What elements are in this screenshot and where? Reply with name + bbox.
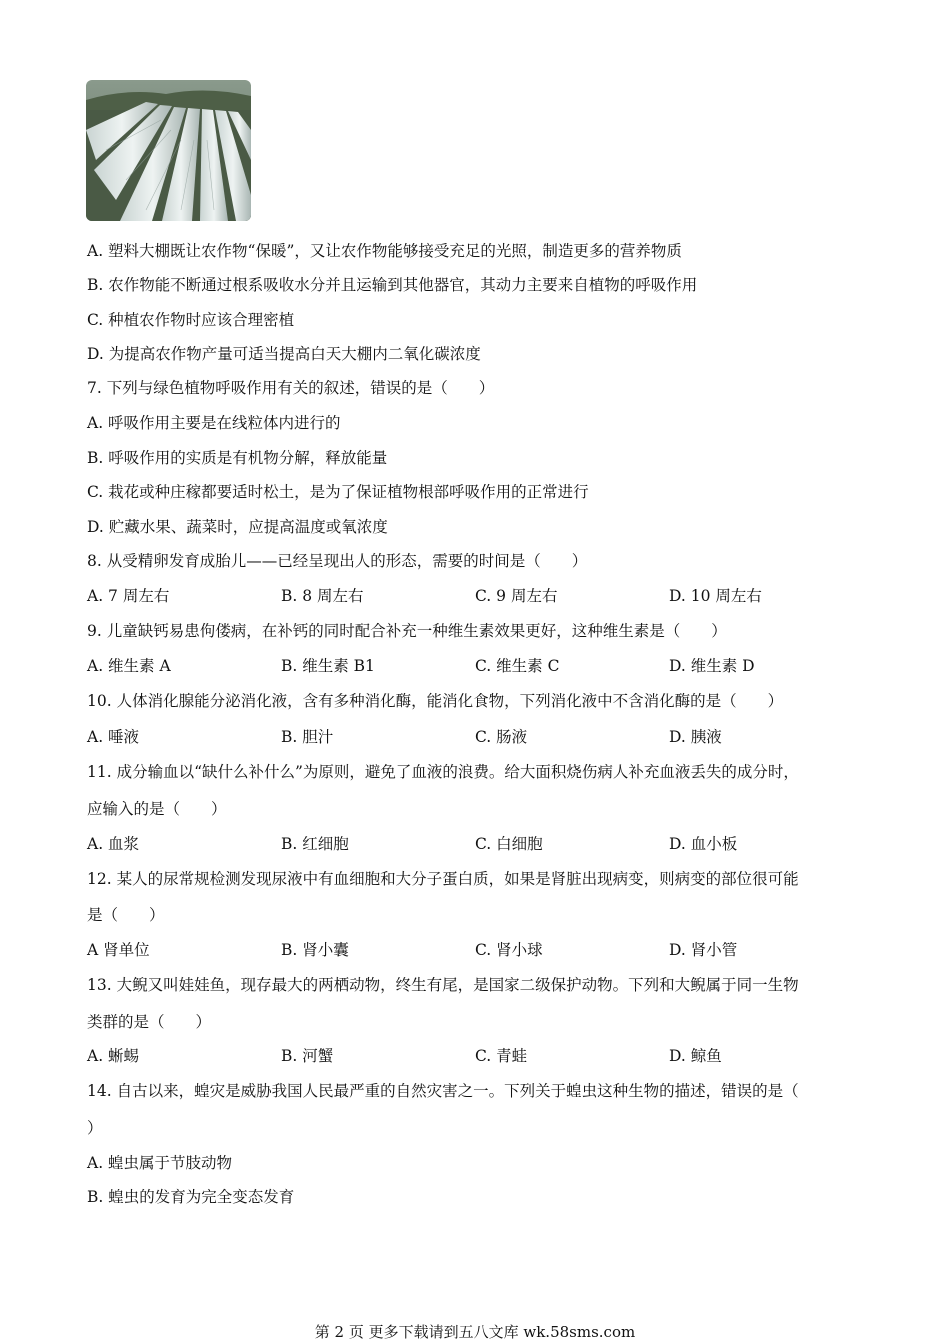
- q12-option-a: A 肾单位: [87, 941, 150, 959]
- q14-option-a: A. 蝗虫属于节肢动物: [87, 1154, 233, 1172]
- q8-option-a: A. 7 周左右: [87, 587, 170, 605]
- q8-option-c: C. 9 周左右: [475, 587, 558, 605]
- q7-option-a: A. 呼吸作用主要是在线粒体内进行的: [87, 414, 341, 432]
- q10-option-b: B. 胆汁: [281, 728, 334, 746]
- q9-option-b: B. 维生素 B1: [281, 657, 375, 675]
- q13-option-b: B. 河蟹: [281, 1047, 334, 1065]
- page-footer: 第 2 页 更多下载请到五八文库 wk.58sms.com: [314, 1323, 636, 1341]
- greenhouse-image: [86, 80, 251, 221]
- q13-option-c: C. 青蛙: [475, 1047, 528, 1065]
- q14-stem-line2: ）: [87, 1119, 103, 1137]
- q11-option-c: C. 白细胞: [475, 835, 543, 853]
- q13-option-d: D. 鲸鱼: [669, 1047, 722, 1065]
- q11-stem-line2: 应输入的是（ ）: [87, 800, 227, 818]
- q7-stem: 7. 下列与绿色植物呼吸作用有关的叙述，错误的是（ ）: [87, 379, 495, 397]
- q9-option-c: C. 维生素 C: [475, 657, 560, 675]
- q7-option-d: D. 贮藏水果、蔬菜时，应提高温度或氧浓度: [87, 518, 388, 536]
- q6-option-b: B. 农作物能不断通过根系吸收水分并且运输到其他器官，其动力主要来自植物的呼吸作用: [87, 276, 698, 294]
- q10-option-c: C. 肠液: [475, 728, 528, 746]
- q6-option-d: D. 为提高农作物产量可适当提高白天大棚内二氧化碳浓度: [87, 345, 481, 363]
- q8-option-d: D. 10 周左右: [669, 587, 762, 605]
- q12-option-c: C. 肾小球: [475, 941, 543, 959]
- q6-option-c: C. 种植农作物时应该合理密植: [87, 311, 295, 329]
- q11-stem-line1: 11. 成分输血以“缺什么补什么”为原则，避免了血液的浪费。给大面积烧伤病人补充血液丢失的成分时，: [87, 763, 799, 781]
- q13-stem-line2: 类群的是（ ）: [87, 1013, 212, 1031]
- q7-option-b: B. 呼吸作用的实质是有机物分解，释放能量: [87, 449, 388, 467]
- q12-stem-line2: 是（ ）: [87, 906, 165, 924]
- q7-option-c: C. 栽花或种庄稼都要适时松土，是为了保证植物根部呼吸作用的正常进行: [87, 483, 589, 501]
- q11-option-a: A. 血浆: [87, 835, 140, 853]
- q10-stem: 10. 人体消化腺能分泌消化液，含有多种消化酶，能消化食物，下列消化液中不含消化酶的是（ ）: [87, 692, 784, 710]
- q13-stem-line1: 13. 大鲵又叫娃娃鱼，现存最大的两栖动物，终生有尾，是国家二级保护动物。下列和大鲵属于同一生物: [87, 976, 799, 994]
- q10-option-a: A. 唾液: [87, 728, 140, 746]
- q12-option-b: B. 肾小囊: [281, 941, 349, 959]
- q8-stem: 8. 从受精卵发育成胎儿——已经呈现出人的形态，需要的时间是（ ）: [87, 552, 588, 570]
- q11-option-d: D. 血小板: [669, 835, 738, 853]
- q9-option-d: D. 维生素 D: [669, 657, 755, 675]
- greenhouse-photo: [86, 80, 251, 221]
- q12-stem-line1: 12. 某人的尿常规检测发现尿液中有血细胞和大分子蛋白质，如果是肾脏出现病变，则病变的部位很可能: [87, 870, 799, 888]
- q6-option-a: A. 塑料大棚既让农作物“保暖”，又让农作物能够接受充足的光照，制造更多的营养物质: [87, 242, 682, 260]
- q12-option-d: D. 肾小管: [669, 941, 738, 959]
- q14-option-b: B. 蝗虫的发育为完全变态发育: [87, 1188, 295, 1206]
- q9-stem: 9. 儿童缺钙易患佝偻病，在补钙的同时配合补充一种维生素效果更好，这种维生素是（ ）: [87, 622, 727, 640]
- q11-option-b: B. 红细胞: [281, 835, 349, 853]
- q10-option-d: D. 胰液: [669, 728, 722, 746]
- q14-stem-line1: 14. 自古以来，蝗灾是威胁我国人民最严重的自然灾害之一。下列关于蝗虫这种生物的描述，错误的是（: [87, 1082, 799, 1100]
- q9-option-a: A. 维生素 A: [87, 657, 171, 675]
- q13-option-a: A. 蜥蜴: [87, 1047, 140, 1065]
- q8-option-b: B. 8 周左右: [281, 587, 364, 605]
